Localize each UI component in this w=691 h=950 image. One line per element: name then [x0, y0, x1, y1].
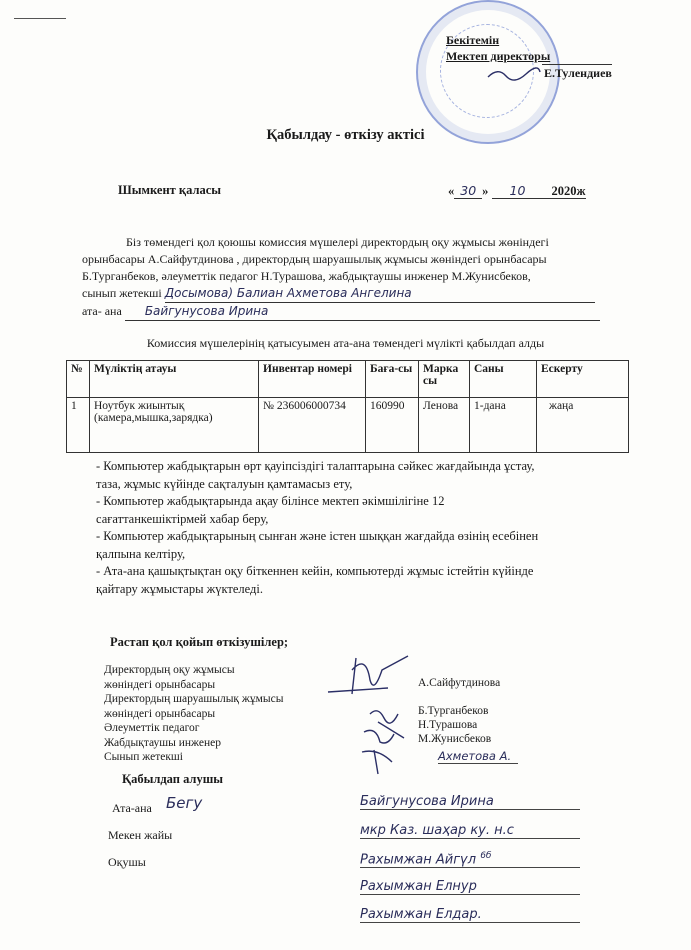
signer-roles: Директордың оқу жұмысы жөніндегі орынбасары Директордың шаруашылық жұмысы жөніндегі орынбасары Әлеуметтік педагог Жабдықтаушы инженер Сынып жетекші — [104, 664, 284, 763]
date-day: 30 — [454, 183, 482, 199]
parent-handwritten: Байгунусова Ирина — [125, 303, 600, 321]
col-brand: Марка сы — [419, 361, 470, 398]
document-date: « 30 » 10 2020ж — [448, 183, 586, 198]
director-signature — [486, 67, 542, 81]
col-quantity: Саны — [470, 361, 537, 398]
signer-names: А.Сайфутдинова Б.Турганбеков Н.Турашова М.Жунисбеков — [418, 677, 501, 745]
table-row: 1 Ноутбук жиынтық (камера,мышка,зарядка) № 236006000734 160990 Ленова 1-дана жаңа — [67, 398, 629, 453]
receiver-title: Қабылдап алушы — [122, 772, 224, 786]
property-table — [66, 360, 629, 453]
approval-block — [446, 32, 612, 81]
receiver-student-2: Рахымжан Елнур — [360, 879, 580, 895]
teacher-signature-text: Ахметова А. — [438, 749, 518, 764]
approval-line2: Мектеп директоры — [446, 49, 551, 63]
student-label: Оқушы — [108, 855, 146, 869]
page-title: Қабылдау - өткізу актісі — [266, 127, 425, 143]
signers-title: Растап қол қойып өткізушілер; — [110, 635, 289, 649]
parent-signature: Бегу — [166, 794, 203, 812]
col-number: № — [67, 361, 90, 398]
table-header-row — [67, 361, 629, 398]
receiver-address: мкр Каз. шаҳар ку. н.с — [360, 823, 580, 839]
teacher-handwritten: Досымова) Балиан Ахметова Ангелина — [165, 285, 595, 303]
receiver-student-1: Рахымжан Айгүл $^{6б}$ — [360, 851, 580, 868]
student-grade: 6б — [480, 851, 492, 861]
address-label: Мекен жайы — [108, 828, 173, 842]
top-margin-line — [14, 18, 66, 19]
place-label: Шымкент қаласы — [118, 183, 222, 197]
parent-label: Ата-ана — [112, 801, 152, 815]
col-name: Мүліктің атауы — [90, 361, 259, 398]
date-month: 10 — [492, 183, 544, 199]
receiver-student-3: Рахымжан Елдар. — [360, 907, 580, 923]
col-price: Баға-сы — [366, 361, 419, 398]
col-note: Ескерту — [537, 361, 629, 398]
obligations-list: - Компьютер жабдықтарын өрт қауіпсіздігі талаптарына сәйкес жағдайында ұстау, таза, жұмыс күйінде сақталуын қамтамасыз ету, - Компьютер жабдықтарында ақау білінсе мектеп әкімшілігіне 12 сағаттанкешіктірмей хабар беру, - Компьютер жабдықтарының сынған және істен шыққан жағдайда өзінің есебінен қалпына келтіру, - Ата-ана қашықтықтан оқу біткеннен кейін, компьютерді жұмыс істейтін күйінде қайтару жұмыстары жүктеледі. — [96, 459, 539, 596]
col-inventory: Инвентар номері — [259, 361, 366, 398]
presence-statement: Комиссия мүшелерінің қатысуымен ата-ана төмендегі мүлікті қабылдап алды — [146, 336, 545, 350]
receiver-parent-name: Байгунусова Ирина — [360, 794, 580, 810]
approval-line1: Бекітемін — [446, 33, 500, 47]
approval-signer: Е.Тулендиев — [544, 66, 612, 80]
intro-paragraph: Біз төмендегі қол қоюшы комиссия мүшелері директордың оқу жұмысы жөніндегі орынбасары А.Сайфутдинова , директордың шаруашылық жұмысы жөніндегі орынбасары Б.Турганбеков, әлеуметтік педагог Н.Турашова, жабдықтаушы инженер М.Жунисбеков, сынып жетекші Досымова) Балиан Ахметова Ангелина ата- ана Байгунусова Ирина — [82, 234, 622, 321]
signatures-image — [318, 650, 428, 780]
date-year: 2020ж — [543, 184, 585, 199]
